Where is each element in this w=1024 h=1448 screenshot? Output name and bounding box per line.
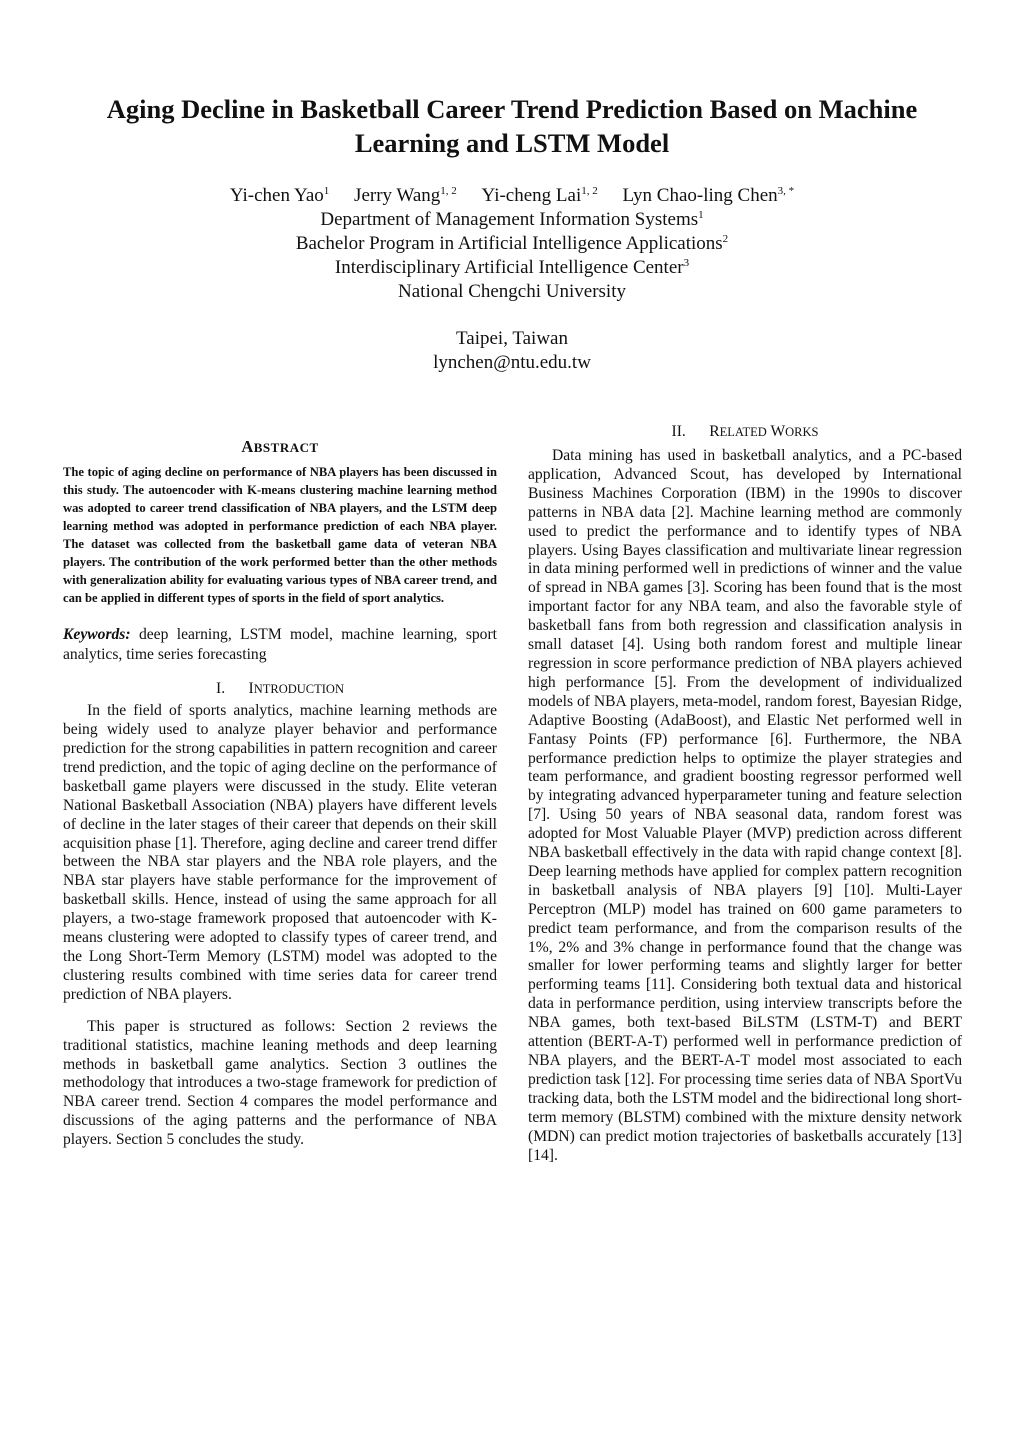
author-block [60,184,964,375]
intro-paragraph: This paper is structured as follows: Section 2 reviews the traditional statistics, machine leaning methods and deep learning methods in basketball game analytics. Section 3 outlines the methodology that introduces a two-stage framework for prediction of NBA career trend. Section 4 compares the model performance and discussions of the aging patterns and the performance of NBA players. Section 5 concludes the study. [63,1017,497,1149]
affiliation: Interdisciplinary Artificial Intelligence Center$^3$ [334,257,690,278]
affiliation: National Chengchi University [398,281,626,302]
intro-paragraph: In the field of sports analytics, machine learning methods are being widely used to analyze player behavior and performance prediction for the strong capabilities in pattern recognition and career trend prediction, and the topic of aging decline on the performance of basketball game players were discussed in the study. Elite veteran National Basketball Association (NBA) players have different levels of decline in the later stages of their career that depends on their skill acquisition phase [1]. Therefore, aging decline and career trend differ between the NBA star players and the NBA role players, and the NBA star players have stable performance for the improvement of basketball skills. Hence, instead of using the same approach for all players, a two-stage framework proposed that autoencoder with K-means clustering were adopted to classify types of career trend, and the Long Short-Term Memory (LSTM) model was adopted to the clustering results combined with time series data for career trend prediction of NBA players. [63,702,497,1003]
email: lynchen@ntu.edu.tw [433,352,591,373]
location: Taipei, Taiwan [455,328,568,349]
related-works-heading: II. RELATED WORKS [671,423,819,440]
abstract-heading: ABSTRACT [241,437,319,456]
abstract-text: The topic of aging decline on performance of NBA players has been discussed in this study. The autoencoder with K-means clustering machine learning method was adopted to career trend classification of NBA players, and the LSTM deep learning method was adopted in performance prediction of each NBA player. The dataset was collected from the basketball game data of veteran NBA players. The contribution of the work performed better than the other methods with generalization ability for evaluating various types of NBA career trend, and can be applied in different types of sports in the field of sport analytics. [63,465,497,605]
author: Yi-chen Yao$^1$ [229,185,330,206]
keywords: Keywords: deep learning, LSTM model, machine learning, sport analytics, time series forecasting [63,626,498,663]
left-column [63,423,497,1150]
paper-title: Aging Decline in Basketball Career Trend Prediction Based on Machine Learning and LSTM Model [106,94,918,158]
affiliation: Department of Management Information Systems$^1$ [320,209,704,230]
author-line [60,184,964,208]
affiliation: Bachelor Program in Artificial Intelligence Applications$^2$ [295,233,729,254]
author: Jerry Wang$^{1, 2}$ [354,185,457,206]
related-works-paragraph: Data mining has used in basketball analytics, and a PC-based application, Advanced Scout, has developed by International Business Machines Corporation (IBM) in the 1990s to discover patterns in NBA data [2]. Machine learning method are commonly used to predict the performance and to identify types of NBA players. Using Bayes classification and multivariate linear regression in data mining performed well in predictions of winner and the value of spread in NBA games [3]. Scoring has been found that is the most important factor for any NBA team, and also the favorable style of basketball fans from both regression and classification analysis in small dataset [4]. Using both random forest and multiple linear regression in score performance prediction of NBA players achieved high performance [5]. From the development of individualized models of NBA players, meta-model, random forest, Bayesian Ridge, Adaptive Boosting (AdaBoost), and Elastic Net performed well in Fantasy Points (FP) performance [6]. Furthermore, the NBA performance prediction helps to optimize the player strategies and team performance, and gradient boosting regressor performed well by integrating advanced hyperparameter tuning and feature selection [7]. Using 50 years of NBA seasonal data, random forest was adopted for Most Valuable Player (MVP) prediction across different NBA basketball effectively in the data with rapid change context [8]. Deep learning methods have applied for complex pattern recognition in basketball analysis of NBA players [9] [10]. Multi-Layer Perceptron (MLP) model has trained on 600 game parameters to predict team performance, and from the comparison results of the 1%, 2% and 3% change in performance found that the change was smaller for lower performing teams and slightly larger for better performing teams [11]. Considering both textual data and historical data in performance perdition, using interview transcripts before the NBA games, both text-based BiLSTM (LSTM-T) and BERT attention (BERT-A-T) performed well in performance prediction of NBA players, and the BERT-A-T model most associated to each prediction task [12]. For processing time series data of NBA SportVu tracking data, both the LSTM model and the bidirectional long short-term memory (BLSTM) combined with the mixture density network (MDN) can predict motion trajectories of basketballs accurately [13] [14]. [528,447,962,1164]
intro-heading: I. INTRODUCTION [216,680,344,698]
author: Lyn Chao-ling Chen$^{3, *}$ [622,185,795,206]
author: Yi-cheng Lai$^{1, 2}$ [481,185,598,206]
right-column [528,423,962,1165]
